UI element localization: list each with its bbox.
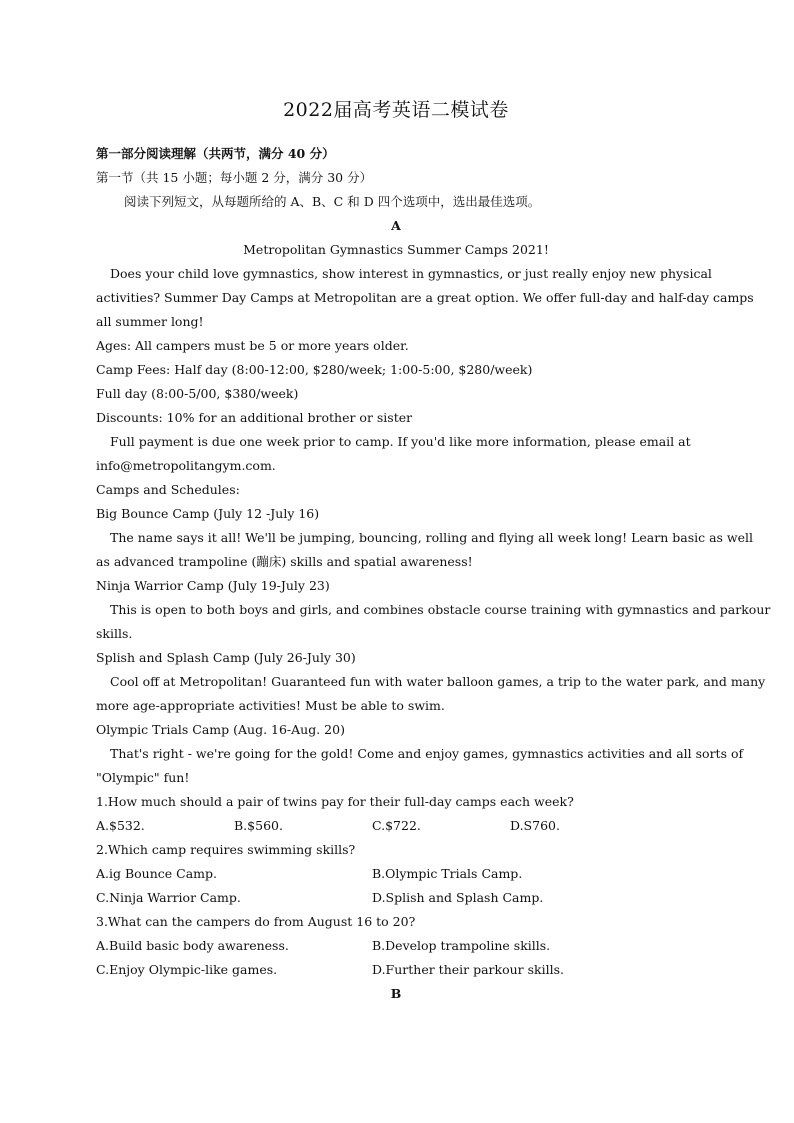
camp-desc-line-1: That's right - we're going for the gold! Come and enjoy games, gymnastics activities and all sorts of (110, 746, 744, 761)
camp-name: Big Bounce Camp (July 12 -July 16) (96, 506, 320, 521)
camp-name: Splish and Splash Camp (July 26-July 30) (96, 650, 356, 665)
question-options (96, 862, 696, 886)
section-heading: 第一节（共 15 小题；每小题 2 分，满分 30 分） (96, 170, 373, 185)
camp-name: Olympic Trials Camp (Aug. 16-Aug. 20) (96, 722, 345, 737)
question-stem: 2.Which camp requires swimming skills? (96, 842, 356, 857)
fees-full-day: Full day (8:00-5/00, $380/week) (96, 386, 299, 401)
option-c: C.$722. (372, 818, 421, 833)
option-c: C.Enjoy Olympic-like games. (96, 962, 278, 977)
camp-desc-line-1: The name says it all! We'll be jumping, bouncing, rolling and flying all week long! Learn basic as well (110, 530, 754, 545)
camp-desc-line-1: This is open to both boys and girls, and combines obstacle course training with gymnastics and parkour (110, 602, 771, 617)
payment-line-1: Full payment is due one week prior to camp. If you'd like more information, please email at (110, 434, 691, 449)
option-d: D.S760. (510, 818, 560, 833)
instruction: 阅读下列短文，从每题所给的 A、B、C 和 D 四个选项中，选出最佳选项。 (124, 194, 541, 209)
option-a: A.$532. (96, 818, 145, 833)
passage-letter-b: B (390, 986, 402, 1001)
option-d: D.Further their parkour skills. (372, 962, 564, 977)
camp-desc-line-2: skills. (96, 626, 133, 641)
question-options (96, 958, 696, 982)
question-options (96, 814, 696, 838)
question-options (96, 934, 696, 958)
option-a: A.ig Bounce Camp. (96, 866, 218, 881)
option-d: D.Splish and Splash Camp. (372, 890, 544, 905)
schedules-heading: Camps and Schedules: (96, 482, 240, 497)
question-stem: 1.How much should a pair of twins pay for their full-day camps each week? (96, 794, 574, 809)
camp-desc-line-2: as advanced trampoline (蹦床) skills and spatial awareness! (96, 554, 473, 569)
option-b: B.Olympic Trials Camp. (372, 866, 523, 881)
intro-line-1: Does your child love gymnastics, show interest in gymnastics, or just really enjoy new physical (110, 266, 712, 281)
intro-line-3: all summer long! (96, 314, 204, 329)
option-c: C.Ninja Warrior Camp. (96, 890, 241, 905)
intro-line-2: activities? Summer Day Camps at Metropolitan are a great option. We offer full-day and half-day camps (96, 290, 754, 305)
payment-email: info@metropolitangym.com. (96, 458, 276, 473)
ages-text: Ages: All campers must be 5 or more years older. (96, 338, 409, 353)
passage-letter-a: A (391, 218, 401, 233)
fees-half-day: Camp Fees: Half day (8:00-12:00, $280/week; 1:00-5:00, $280/week) (96, 362, 533, 377)
exam-title: 2022届高考英语二模试卷 (283, 99, 509, 121)
camp-desc-line-1: Cool off at Metropolitan! Guaranteed fun with water balloon games, a trip to the water park, and many (110, 674, 766, 689)
question-stem: 3.What can the campers do from August 16 to 20? (96, 914, 416, 929)
question-options (96, 886, 696, 910)
part-heading: 第一部分阅读理解（共两节，满分 40 分） (96, 146, 335, 161)
option-a: A.Build basic body awareness. (96, 938, 289, 953)
camp-desc-line-2: "Olympic" fun! (96, 770, 190, 785)
camp-desc-line-2: more age-appropriate activities! Must be able to swim. (96, 698, 445, 713)
camp-name: Ninja Warrior Camp (July 19-July 23) (96, 578, 330, 593)
passage-title: Metropolitan Gymnastics Summer Camps 2021! (243, 242, 549, 257)
exam-page (96, 94, 771, 1006)
discounts-text: Discounts: 10% for an additional brother or sister (96, 410, 413, 425)
option-b: B.$560. (234, 818, 283, 833)
option-b: B.Develop trampoline skills. (372, 938, 551, 953)
